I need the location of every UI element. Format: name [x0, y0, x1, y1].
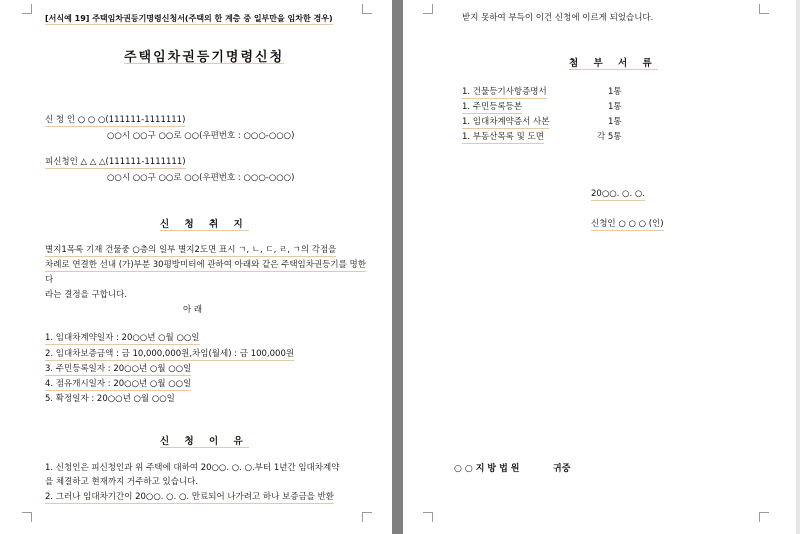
vertical-scrollbar[interactable] [796, 0, 800, 534]
continuation-line: 받지 못하여 부득이 이건 신청에 이르게 되었습니다. [462, 13, 654, 23]
crop-mark [759, 4, 769, 14]
item-line: 5. 확정일자 : 20○○년 ○월 ○○일 [45, 394, 175, 404]
crop-mark [759, 512, 769, 522]
reason-line: 을 체결하고 현재까지 거주하고 있습니다. [45, 477, 199, 487]
court-name: ○○지방법원 [454, 464, 523, 474]
reason-line: 1. 신청인은 피신청인과 위 주택에 대하여 20○○. ○. ○.부터 1년간 임대차계약 [45, 463, 340, 473]
purpose-heading: 신 청 취 지 [160, 219, 249, 230]
reason-line: 2. 그러나 임대차기간이 20○○. ○. ○. 만료되어 나가려고 하나 보증금을 반환 [45, 492, 334, 502]
crop-mark [423, 4, 433, 14]
reason-heading: 신 청 이 유 [160, 436, 249, 447]
form-header: [서식예 19] 주택임차권등기명령신청서(주택의 한 계층 중 일부만을 임차한 경우) [45, 14, 333, 23]
court-suffix: 귀중 [553, 464, 571, 474]
attachment-name: 1. 건물등기사항증명서 [462, 87, 547, 97]
attachment-name: 1. 부동산목록 및 도면 [462, 132, 544, 142]
below-heading: 아 래 [183, 305, 203, 315]
attachment-qty: 각 5통 [597, 132, 622, 142]
item-line: 3. 주민등록일자 : 20○○년 ○월 ○○일 [45, 364, 192, 374]
respondent-address: ○○시 ○○구 ○○로 ○○(우편번호 : ○○○-○○○) [107, 173, 295, 183]
document-page-left [0, 0, 392, 534]
crop-mark [22, 4, 32, 14]
attachment-name: 1. 주민등록등본 [462, 102, 523, 112]
document-page-right [403, 0, 800, 534]
application-date: 20○○. ○. ○. [591, 189, 645, 199]
applicant-signature: 신청인 ○ ○ ○ (인) [591, 219, 664, 229]
attachment-name: 1. 임대차계약증서 사본 [462, 117, 550, 127]
crop-mark [423, 512, 433, 522]
item-line: 4. 점유개시일자 : 20○○년 ○월 ○○일 [45, 379, 192, 389]
attachment-qty: 1통 [608, 117, 622, 127]
item-line: 2. 임대차보증금액 : 금 10,000,000원,차임(월세) : 금 100,000원 [45, 349, 295, 359]
purpose-line: 차례로 연결한 선내 (가)부분 30평방미터에 관하여 아래와 같은 주택임차권등기를 명한 [45, 260, 366, 270]
crop-mark [362, 512, 372, 522]
document-title: 주택임차권등기명령신청 [124, 50, 285, 65]
applicant-address: ○○시 ○○구 ○○로 ○○(우편번호 : ○○○-○○○) [107, 131, 295, 141]
crop-mark [362, 4, 372, 14]
attachments-heading: 첨 부 서 류 [569, 58, 658, 69]
crop-mark [22, 512, 32, 522]
attachment-qty: 1통 [608, 102, 622, 112]
item-line: 1. 임대차계약일자 : 20○○년 ○월 ○○일 [45, 333, 200, 343]
attachment-qty: 1통 [608, 87, 622, 97]
respondent-line1: 피신청인 △ △ △(111111-1111111) [45, 157, 186, 167]
purpose-line: 라는 결정을 구합니다. [45, 290, 128, 300]
purpose-line: 별지1목록 기재 건물중 ○층의 일부 별지2도면 표시 ㄱ, ㄴ, ㄷ, ㄹ, ㄱ의 각점을 [45, 245, 337, 255]
applicant-line1: 신 청 인 ○ ○ ○(111111-1111111) [45, 115, 186, 125]
purpose-line: 다 [45, 275, 54, 285]
